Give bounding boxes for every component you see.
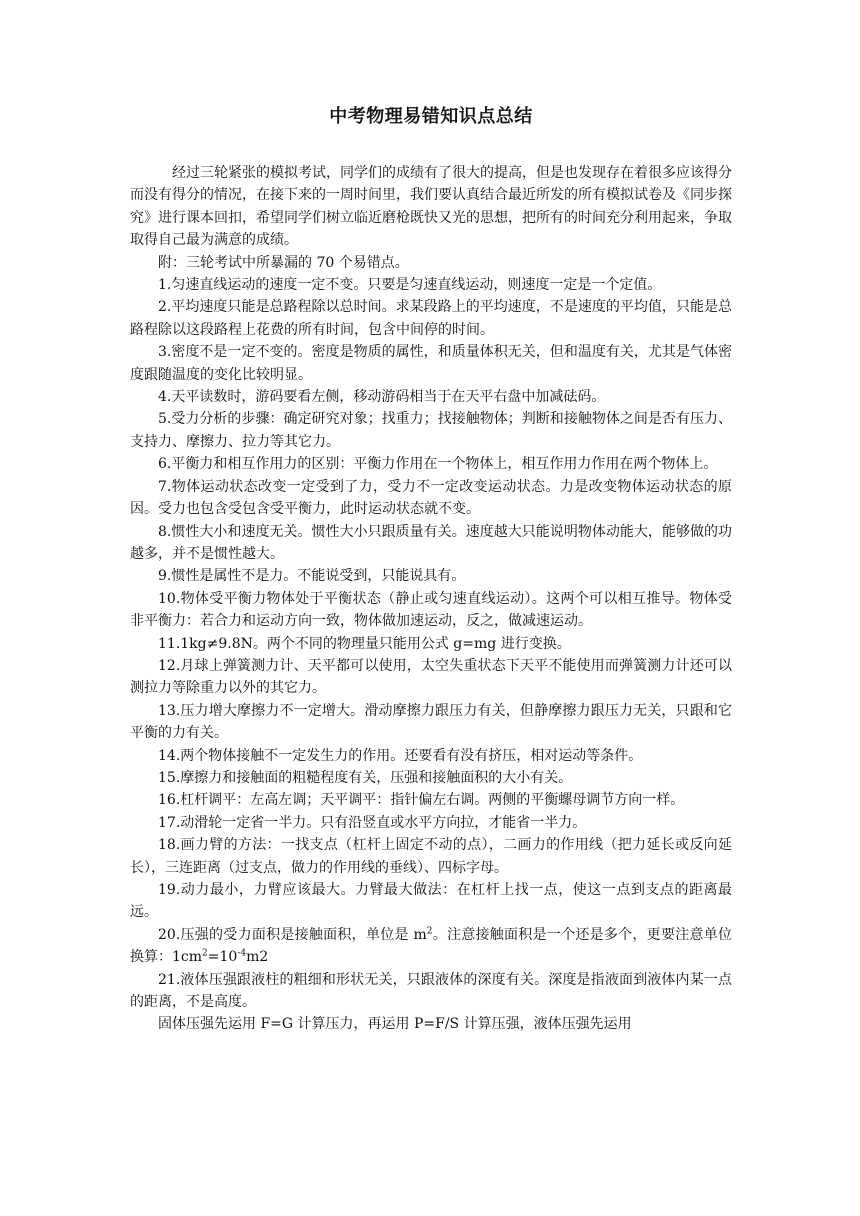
list-item: 15.摩擦力和接触面的粗糙程度有关，压强和接触面积的大小有关。 xyxy=(158,769,573,786)
trailing-paragraph: 固体压强先运用 F=G 计算压力，再运用 P=F/S 计算压强，液体压强先运用 xyxy=(158,1016,632,1033)
list-item: 4.天平读数时，游码要看左侧，移动游码相当于在天平右盘中加减砝码。 xyxy=(158,389,606,406)
item20-text-b: 。注意接触面积是一个还是多个，更要注意单位换算：1cm xyxy=(130,926,732,966)
list-item: 18.画力臂的方法：一找支点（杠杆上固定不动的点），二画力的作用线（把力延长或反向延长），三连距离（过支点，做力的作用线的垂线）、四标字母。 xyxy=(130,837,732,876)
list-item-20 xyxy=(130,924,732,969)
list-item: 21.液体压强跟液柱的粗细和形状无关，只跟液体的深度有关。深度是指液面到液体内某一点的距离，不是高度。 xyxy=(130,971,732,1011)
list-item: 14.两个物体接触不一定发生力的作用。还要看有没有挤压，相对运动等条件。 xyxy=(158,747,643,764)
intro-paragraph: 经过三轮紧张的模拟考试，同学们的成绩有了很大的提高，但是也发现存在着很多应该得分而没有得分的情况，在接下来的一周时间里，我们要认真结合最近所发的所有模拟试卷及《同步探究》进行课本回扣，希望同学们树立临近磨枪既快又光的思想，把所有的时间充分利用起来，争取取得自己最为满意的成绩。 xyxy=(130,165,732,249)
list-item: 9.惯性是属性不是力。不能说受到，只能说具有。 xyxy=(158,568,466,585)
list-item: 7.物体运动状态改变一定受到了力，受力不一定改变运动状态。力是改变物体运动状态的原因。受力也包含受包含受平衡力，此时运动状态就不变。 xyxy=(130,478,732,518)
list-item: 5.受力分析的步骤：确定研究对象；找重力；找接触物体；判断和接触物体之间是否有压力、支持力、摩擦力、拉力等其它力。 xyxy=(130,411,732,450)
document-body xyxy=(130,162,732,1036)
list-item: 13.压力增大摩擦力不一定增大。滑动摩擦力跟压力有关，但静摩擦力跟压力无关，只跟和它平衡的力有关。 xyxy=(130,702,732,742)
list-item: 6.平衡力和相互作用力的区别：平衡力作用在一个物体上，相互作用力作用在两个物体上。 xyxy=(158,456,718,473)
list-item: 10.物体受平衡力物体处于平衡状态（静止或匀速直线运动）。这两个可以相互推导。物体受非平衡力：若合力和运动方向一致，物体做加速运动，反之，做减速运动。 xyxy=(130,590,732,630)
item20-text-c: =10 xyxy=(207,949,238,966)
item20-sup-a: 2 xyxy=(426,926,433,937)
list-item: 3.密度不是一定不变的。密度是物质的属性，和质量体积无关，但和温度有关，尤其是气体密度跟随温度的变化比较明显。 xyxy=(130,344,732,383)
document-title: 中考物理易错知识点总结 xyxy=(329,106,533,127)
list-item: 17.动滑轮一定省一半力。只有沿竖直或水平方向拉，才能省一半力。 xyxy=(158,814,587,831)
list-item: 19.动力最小，力臂应该最大。力臂最大做法：在杠杆上找一点，使这一点到支点的距离最远。 xyxy=(130,882,732,921)
item20-text-a: 20.压强的受力面积是接触面积，单位是 m xyxy=(158,926,427,943)
list-item: 1.匀速直线运动的速度一定不变。只要是匀速直线运动，则速度一定是一个定值。 xyxy=(158,277,662,294)
list-item: 11.1kg≠9.8N。两个不同的物理量只能用公式 g=mg 进行变换。 xyxy=(158,635,571,652)
list-item: 8.惯性大小和速度无关。惯性大小只跟质量有关。速度越大只能说明物体动能大，能够做的功越多，并不是惯性越大。 xyxy=(130,523,732,562)
list-item: 2.平均速度只能是总路程除以总时间。求某段路上的平均速度，不是速度的平均值，只能是总路程除以这段路程上花费的所有时间，包含中间停的时间。 xyxy=(130,299,732,338)
item20-text-d: m2 xyxy=(246,949,269,966)
list-item: 12.月球上弹簧测力计、天平都可以使用，太空失重状态下天平不能使用而弹簧测力计还可以测拉力等除重力以外的其它力。 xyxy=(130,657,732,697)
list-item: 16.杠杆调平：左高左调；天平调平：指针偏左右调。两侧的平衡螺母调节方向一样。 xyxy=(158,792,685,809)
item20-sup-c: -4 xyxy=(237,948,247,959)
appendix-note: 附：三轮考试中所暴漏的 70 个易错点。 xyxy=(158,254,409,271)
item20-sup-b: 2 xyxy=(202,948,208,959)
